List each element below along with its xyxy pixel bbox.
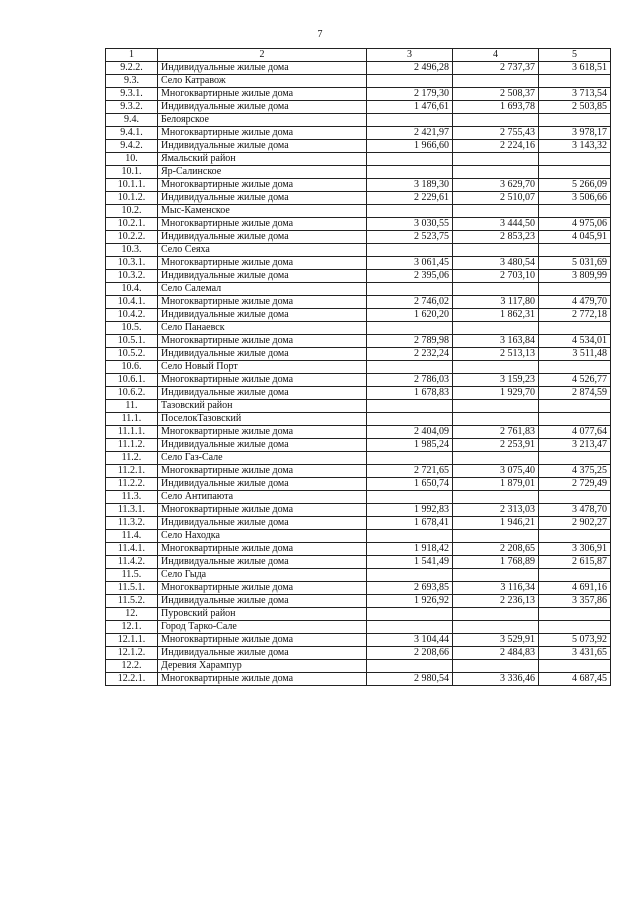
- value-col4-cell: 3 480,54: [453, 257, 539, 270]
- value-col3-cell: 1 650,74: [367, 478, 453, 491]
- value-col4-cell: [453, 283, 539, 296]
- row-name-cell: Индивидуальные жилые дома: [158, 270, 367, 283]
- table-row: [106, 569, 611, 582]
- row-number-cell: 11.4.: [106, 530, 158, 543]
- table-row: [106, 270, 611, 283]
- table-row: [106, 296, 611, 309]
- row-name-cell: Яр-Салинское: [158, 166, 367, 179]
- value-col4-cell: [453, 452, 539, 465]
- value-col5-cell: 4 526,77: [539, 374, 611, 387]
- value-col3-cell: 1 678,83: [367, 387, 453, 400]
- value-col4-cell: 3 529,91: [453, 634, 539, 647]
- table-row: [106, 348, 611, 361]
- value-col4-cell: 2 761,83: [453, 426, 539, 439]
- value-col4-cell: 3 159,23: [453, 374, 539, 387]
- row-number-cell: 11.5.2.: [106, 595, 158, 608]
- value-col3-cell: 1 918,42: [367, 543, 453, 556]
- value-col4-cell: 2 236,13: [453, 595, 539, 608]
- value-col3-cell: [367, 608, 453, 621]
- value-col5-cell: [539, 361, 611, 374]
- table-row: [106, 530, 611, 543]
- value-col3-cell: [367, 153, 453, 166]
- table-row: [106, 75, 611, 88]
- value-col5-cell: 3 213,47: [539, 439, 611, 452]
- table-row: [106, 452, 611, 465]
- value-col5-cell: [539, 608, 611, 621]
- value-col4-cell: [453, 166, 539, 179]
- value-col4-cell: 2 755,43: [453, 127, 539, 140]
- value-col5-cell: 4 534,01: [539, 335, 611, 348]
- row-name-cell: Индивидуальные жилые дома: [158, 192, 367, 205]
- row-number-cell: 10.2.2.: [106, 231, 158, 244]
- row-number-cell: 10.: [106, 153, 158, 166]
- row-number-cell: 12.1.2.: [106, 647, 158, 660]
- value-col4-cell: [453, 244, 539, 257]
- row-number-cell: 12.2.1.: [106, 673, 158, 686]
- row-name-cell: Многоквартирные жилые дома: [158, 374, 367, 387]
- row-number-cell: 12.1.: [106, 621, 158, 634]
- row-name-cell: Индивидуальные жилые дома: [158, 647, 367, 660]
- value-col4-cell: 2 484,83: [453, 647, 539, 660]
- value-col3-cell: 3 030,55: [367, 218, 453, 231]
- value-col4-cell: 1 862,31: [453, 309, 539, 322]
- table-row: [106, 244, 611, 257]
- value-col3-cell: 1 541,49: [367, 556, 453, 569]
- value-col4-cell: [453, 205, 539, 218]
- table-row: [106, 101, 611, 114]
- row-number-cell: 11.2.1.: [106, 465, 158, 478]
- value-col5-cell: 2 729,49: [539, 478, 611, 491]
- value-col5-cell: 4 045,91: [539, 231, 611, 244]
- value-col5-cell: [539, 153, 611, 166]
- value-col3-cell: [367, 452, 453, 465]
- value-col4-cell: 3 336,46: [453, 673, 539, 686]
- row-name-cell: Индивидуальные жилые дома: [158, 348, 367, 361]
- row-name-cell: Деревия Харампур: [158, 660, 367, 673]
- value-col5-cell: [539, 400, 611, 413]
- row-name-cell: Многоквартирные жилые дома: [158, 296, 367, 309]
- table-row: [106, 231, 611, 244]
- value-col3-cell: [367, 400, 453, 413]
- row-number-cell: 12.: [106, 608, 158, 621]
- table-row: [106, 309, 611, 322]
- value-col4-cell: 2 508,37: [453, 88, 539, 101]
- table-row: [106, 556, 611, 569]
- row-name-cell: Индивидуальные жилые дома: [158, 309, 367, 322]
- value-col4-cell: 2 853,23: [453, 231, 539, 244]
- row-name-cell: Город Тарко-Сале: [158, 621, 367, 634]
- row-number-cell: 11.2.: [106, 452, 158, 465]
- value-col5-cell: 3 511,48: [539, 348, 611, 361]
- value-col3-cell: [367, 114, 453, 127]
- row-name-cell: Многоквартирные жилые дома: [158, 335, 367, 348]
- row-number-cell: 11.4.2.: [106, 556, 158, 569]
- row-name-cell: Индивидуальные жилые дома: [158, 387, 367, 400]
- column-header: 3: [367, 49, 453, 62]
- row-number-cell: 9.4.: [106, 114, 158, 127]
- row-name-cell: Многоквартирные жилые дома: [158, 88, 367, 101]
- row-name-cell: Село Находка: [158, 530, 367, 543]
- value-col4-cell: 2 510,07: [453, 192, 539, 205]
- table-row: [106, 335, 611, 348]
- value-col5-cell: 4 375,25: [539, 465, 611, 478]
- value-col5-cell: [539, 166, 611, 179]
- value-col4-cell: [453, 491, 539, 504]
- row-name-cell: Мыс-Каменское: [158, 205, 367, 218]
- value-col3-cell: 2 404,09: [367, 426, 453, 439]
- row-name-cell: Село Салемал: [158, 283, 367, 296]
- value-col5-cell: [539, 491, 611, 504]
- value-col3-cell: [367, 75, 453, 88]
- row-number-cell: 11.1.: [106, 413, 158, 426]
- value-col5-cell: 2 902,27: [539, 517, 611, 530]
- table-row: [106, 179, 611, 192]
- value-col4-cell: [453, 114, 539, 127]
- value-col4-cell: [453, 608, 539, 621]
- value-col3-cell: 2 229,61: [367, 192, 453, 205]
- value-col3-cell: [367, 660, 453, 673]
- row-name-cell: Индивидуальные жилые дома: [158, 101, 367, 114]
- value-col5-cell: 2 503,85: [539, 101, 611, 114]
- value-col4-cell: [453, 621, 539, 634]
- table-row: [106, 374, 611, 387]
- row-number-cell: 10.3.: [106, 244, 158, 257]
- value-col5-cell: 3 143,32: [539, 140, 611, 153]
- value-col4-cell: 2 703,10: [453, 270, 539, 283]
- row-name-cell: Индивидуальные жилые дома: [158, 595, 367, 608]
- value-col4-cell: 3 117,80: [453, 296, 539, 309]
- row-number-cell: 10.4.1.: [106, 296, 158, 309]
- row-name-cell: Многоквартирные жилые дома: [158, 465, 367, 478]
- value-col4-cell: 1 693,78: [453, 101, 539, 114]
- row-name-cell: Село Гыда: [158, 569, 367, 582]
- row-number-cell: 12.2.: [106, 660, 158, 673]
- row-name-cell: Индивидуальные жилые дома: [158, 62, 367, 75]
- value-col3-cell: 2 786,03: [367, 374, 453, 387]
- table-row: [106, 595, 611, 608]
- row-name-cell: Индивидуальные жилые дома: [158, 478, 367, 491]
- row-number-cell: 10.6.2.: [106, 387, 158, 400]
- value-col3-cell: 2 746,02: [367, 296, 453, 309]
- table-row: [106, 257, 611, 270]
- value-col5-cell: 2 772,18: [539, 309, 611, 322]
- value-col3-cell: 2 789,98: [367, 335, 453, 348]
- value-col4-cell: 2 224,16: [453, 140, 539, 153]
- value-col3-cell: [367, 205, 453, 218]
- row-number-cell: 9.3.1.: [106, 88, 158, 101]
- row-name-cell: Индивидуальные жилые дома: [158, 556, 367, 569]
- value-col3-cell: 2 421,97: [367, 127, 453, 140]
- table-row: [106, 621, 611, 634]
- row-name-cell: Многоквартирные жилые дома: [158, 504, 367, 517]
- row-number-cell: 10.5.1.: [106, 335, 158, 348]
- value-col3-cell: 2 179,30: [367, 88, 453, 101]
- value-col3-cell: 1 476,61: [367, 101, 453, 114]
- row-name-cell: Индивидуальные жилые дома: [158, 231, 367, 244]
- value-col5-cell: 2 874,59: [539, 387, 611, 400]
- row-number-cell: 11.3.2.: [106, 517, 158, 530]
- page-number: 7: [317, 29, 323, 40]
- value-col3-cell: 2 232,24: [367, 348, 453, 361]
- row-number-cell: 10.1.: [106, 166, 158, 179]
- row-number-cell: 9.4.2.: [106, 140, 158, 153]
- row-number-cell: 9.4.1.: [106, 127, 158, 140]
- value-col3-cell: [367, 530, 453, 543]
- value-col3-cell: 1 620,20: [367, 309, 453, 322]
- value-col5-cell: [539, 205, 611, 218]
- value-col5-cell: 3 809,99: [539, 270, 611, 283]
- value-col4-cell: [453, 75, 539, 88]
- value-col3-cell: [367, 283, 453, 296]
- row-number-cell: 10.1.2.: [106, 192, 158, 205]
- value-col5-cell: 4 687,45: [539, 673, 611, 686]
- column-header: 1: [106, 49, 158, 62]
- row-name-cell: Ямальский район: [158, 153, 367, 166]
- value-col3-cell: 3 189,30: [367, 179, 453, 192]
- row-name-cell: Село Новый Порт: [158, 361, 367, 374]
- table-row: [106, 283, 611, 296]
- row-number-cell: 9.3.2.: [106, 101, 158, 114]
- table-header-row: [106, 49, 611, 62]
- row-name-cell: Село Панаевск: [158, 322, 367, 335]
- table-row: [106, 192, 611, 205]
- row-number-cell: 11.: [106, 400, 158, 413]
- value-col4-cell: 1 879,01: [453, 478, 539, 491]
- row-name-cell: Многоквартирные жилые дома: [158, 673, 367, 686]
- value-col3-cell: [367, 322, 453, 335]
- table-row: [106, 517, 611, 530]
- table-row: [106, 205, 611, 218]
- value-col4-cell: [453, 153, 539, 166]
- row-name-cell: ПоселокТазовский: [158, 413, 367, 426]
- table-row: [106, 400, 611, 413]
- table-row: [106, 88, 611, 101]
- row-name-cell: Многоквартирные жилые дома: [158, 127, 367, 140]
- value-col3-cell: 2 395,06: [367, 270, 453, 283]
- value-col5-cell: 5 031,69: [539, 257, 611, 270]
- value-col5-cell: [539, 569, 611, 582]
- value-col5-cell: 3 618,51: [539, 62, 611, 75]
- value-col5-cell: 2 615,87: [539, 556, 611, 569]
- row-name-cell: Многоквартирные жилые дома: [158, 582, 367, 595]
- value-col4-cell: 3 163,84: [453, 335, 539, 348]
- value-col4-cell: [453, 660, 539, 673]
- value-col3-cell: 3 061,45: [367, 257, 453, 270]
- table-row: [106, 673, 611, 686]
- row-name-cell: Село Антипаюта: [158, 491, 367, 504]
- value-col5-cell: [539, 413, 611, 426]
- value-col3-cell: 2 496,28: [367, 62, 453, 75]
- value-col5-cell: 5 073,92: [539, 634, 611, 647]
- row-name-cell: Многоквартирные жилые дома: [158, 257, 367, 270]
- row-number-cell: 10.5.2.: [106, 348, 158, 361]
- value-col3-cell: 2 693,85: [367, 582, 453, 595]
- row-name-cell: Многоквартирные жилые дома: [158, 426, 367, 439]
- row-number-cell: 10.2.1.: [106, 218, 158, 231]
- value-col4-cell: 2 737,37: [453, 62, 539, 75]
- table-row: [106, 166, 611, 179]
- value-col4-cell: 2 313,03: [453, 504, 539, 517]
- value-col5-cell: 4 479,70: [539, 296, 611, 309]
- row-number-cell: 10.6.1.: [106, 374, 158, 387]
- table-row: [106, 660, 611, 673]
- row-number-cell: 11.5.1.: [106, 582, 158, 595]
- table-row: [106, 491, 611, 504]
- column-header: 5: [539, 49, 611, 62]
- value-col3-cell: 1 678,41: [367, 517, 453, 530]
- value-col4-cell: 1 946,21: [453, 517, 539, 530]
- table-row: [106, 387, 611, 400]
- row-number-cell: 9.3.: [106, 75, 158, 88]
- row-number-cell: 11.4.1.: [106, 543, 158, 556]
- value-col5-cell: 3 713,54: [539, 88, 611, 101]
- value-col4-cell: [453, 569, 539, 582]
- value-col5-cell: 3 357,86: [539, 595, 611, 608]
- value-col4-cell: [453, 322, 539, 335]
- value-col3-cell: 2 721,65: [367, 465, 453, 478]
- value-col3-cell: 2 208,66: [367, 647, 453, 660]
- value-col4-cell: [453, 400, 539, 413]
- table-row: [106, 465, 611, 478]
- table-row: [106, 218, 611, 231]
- table-row: [106, 413, 611, 426]
- value-col5-cell: 5 266,09: [539, 179, 611, 192]
- value-col4-cell: 1 929,70: [453, 387, 539, 400]
- table-row: [106, 322, 611, 335]
- row-number-cell: 10.4.: [106, 283, 158, 296]
- value-col5-cell: [539, 621, 611, 634]
- value-col3-cell: 1 926,92: [367, 595, 453, 608]
- value-col5-cell: 3 478,70: [539, 504, 611, 517]
- value-col5-cell: [539, 452, 611, 465]
- value-col5-cell: 4 077,64: [539, 426, 611, 439]
- value-col3-cell: [367, 491, 453, 504]
- value-col4-cell: [453, 361, 539, 374]
- row-number-cell: 11.3.: [106, 491, 158, 504]
- row-number-cell: 10.3.2.: [106, 270, 158, 283]
- row-name-cell: Тазовский район: [158, 400, 367, 413]
- value-col4-cell: 3 075,40: [453, 465, 539, 478]
- table-row: [106, 426, 611, 439]
- value-col5-cell: 4 975,06: [539, 218, 611, 231]
- value-col3-cell: 2 523,75: [367, 231, 453, 244]
- value-col4-cell: 2 513,13: [453, 348, 539, 361]
- table-row: [106, 608, 611, 621]
- table-row: [106, 543, 611, 556]
- value-col3-cell: [367, 621, 453, 634]
- row-name-cell: Село Сеяха: [158, 244, 367, 257]
- table-row: [106, 634, 611, 647]
- value-col5-cell: [539, 283, 611, 296]
- value-col3-cell: [367, 244, 453, 257]
- value-col4-cell: 1 768,89: [453, 556, 539, 569]
- row-number-cell: 11.5.: [106, 569, 158, 582]
- row-number-cell: 10.5.: [106, 322, 158, 335]
- row-number-cell: 10.2.: [106, 205, 158, 218]
- value-col5-cell: 3 431,65: [539, 647, 611, 660]
- value-col3-cell: 2 980,54: [367, 673, 453, 686]
- value-col5-cell: [539, 244, 611, 257]
- housing-cost-table: [105, 48, 611, 686]
- table-row: [106, 140, 611, 153]
- table-row: [106, 647, 611, 660]
- value-col5-cell: [539, 530, 611, 543]
- row-name-cell: Пуровский район: [158, 608, 367, 621]
- value-col5-cell: 4 691,16: [539, 582, 611, 595]
- value-col4-cell: [453, 530, 539, 543]
- value-col4-cell: 3 444,50: [453, 218, 539, 231]
- row-name-cell: Индивидуальные жилые дома: [158, 140, 367, 153]
- value-col3-cell: [367, 166, 453, 179]
- value-col5-cell: [539, 114, 611, 127]
- value-col4-cell: 3 116,34: [453, 582, 539, 595]
- row-number-cell: 10.3.1.: [106, 257, 158, 270]
- value-col5-cell: [539, 660, 611, 673]
- value-col4-cell: 2 253,91: [453, 439, 539, 452]
- row-name-cell: Многоквартирные жилые дома: [158, 634, 367, 647]
- row-number-cell: 11.1.2.: [106, 439, 158, 452]
- row-number-cell: 11.1.1.: [106, 426, 158, 439]
- value-col5-cell: [539, 322, 611, 335]
- value-col3-cell: [367, 361, 453, 374]
- value-col3-cell: 3 104,44: [367, 634, 453, 647]
- row-number-cell: 9.2.2.: [106, 62, 158, 75]
- row-name-cell: Индивидуальные жилые дома: [158, 517, 367, 530]
- table-row: [106, 114, 611, 127]
- row-number-cell: 10.1.1.: [106, 179, 158, 192]
- table-row: [106, 504, 611, 517]
- value-col3-cell: 1 992,83: [367, 504, 453, 517]
- row-number-cell: 10.4.2.: [106, 309, 158, 322]
- table-row: [106, 153, 611, 166]
- row-number-cell: 10.6.: [106, 361, 158, 374]
- table-row: [106, 439, 611, 452]
- value-col3-cell: [367, 569, 453, 582]
- row-number-cell: 11.3.1.: [106, 504, 158, 517]
- table-row: [106, 127, 611, 140]
- row-name-cell: Многоквартирные жилые дома: [158, 218, 367, 231]
- column-header: 2: [158, 49, 367, 62]
- value-col5-cell: 3 506,66: [539, 192, 611, 205]
- value-col3-cell: 1 966,60: [367, 140, 453, 153]
- table-row: [106, 62, 611, 75]
- value-col3-cell: 1 985,24: [367, 439, 453, 452]
- row-name-cell: Село Газ-Сале: [158, 452, 367, 465]
- value-col5-cell: 3 978,17: [539, 127, 611, 140]
- value-col4-cell: [453, 413, 539, 426]
- row-name-cell: Многоквартирные жилые дома: [158, 543, 367, 556]
- value-col5-cell: [539, 75, 611, 88]
- table-row: [106, 582, 611, 595]
- row-number-cell: 12.1.1.: [106, 634, 158, 647]
- value-col4-cell: 3 629,70: [453, 179, 539, 192]
- value-col4-cell: 2 208,65: [453, 543, 539, 556]
- row-name-cell: Белоярское: [158, 114, 367, 127]
- value-col3-cell: [367, 413, 453, 426]
- row-number-cell: 11.2.2.: [106, 478, 158, 491]
- table-row: [106, 361, 611, 374]
- value-col5-cell: 3 306,91: [539, 543, 611, 556]
- table-row: [106, 478, 611, 491]
- row-name-cell: Индивидуальные жилые дома: [158, 439, 367, 452]
- column-header: 4: [453, 49, 539, 62]
- row-name-cell: Многоквартирные жилые дома: [158, 179, 367, 192]
- row-name-cell: Село Катравож: [158, 75, 367, 88]
